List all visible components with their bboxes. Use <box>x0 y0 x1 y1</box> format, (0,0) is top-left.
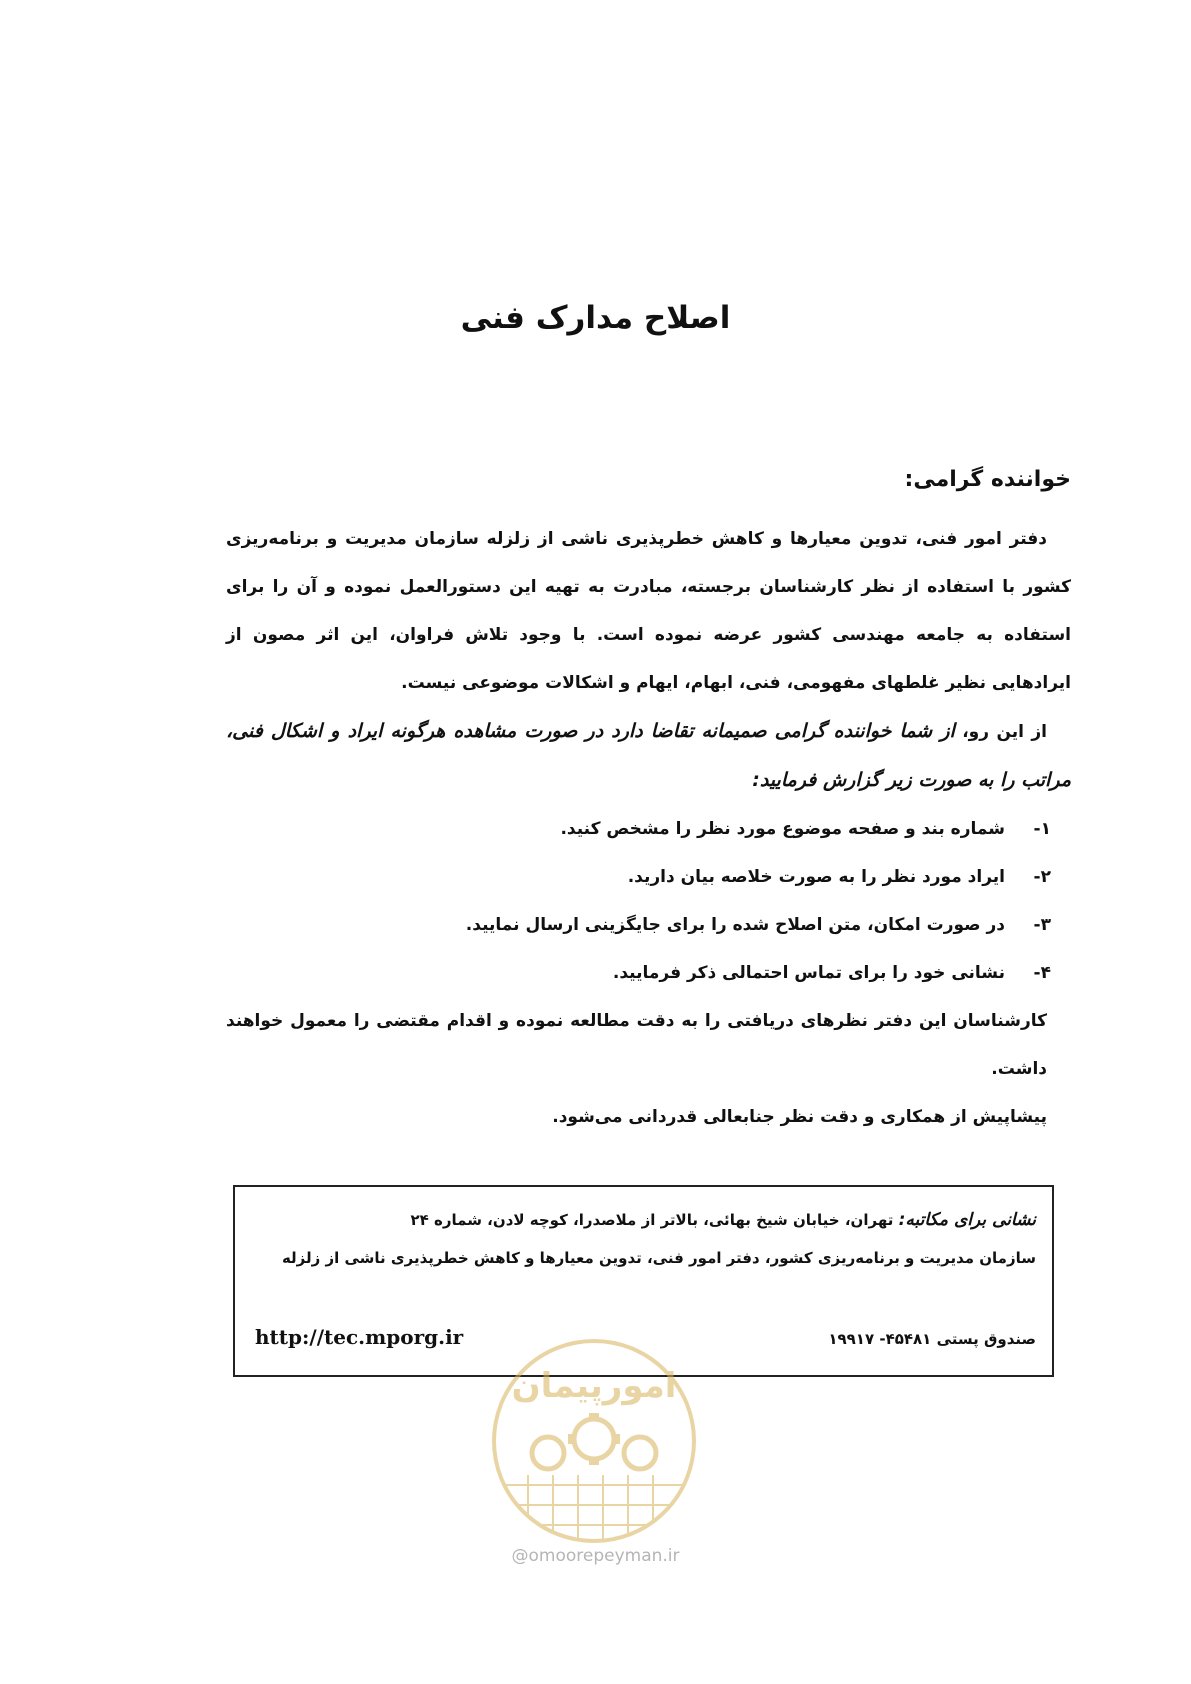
thanks-note: پیشاپیش از همکاری و دقت نظر جنابعالی قدردانی می‌شود. <box>552 1107 1047 1127</box>
closing-note: کارشناسان این دفتر نظرهای دریافتی را به دقت مطالعه نموده و اقدام مقتضی را معمول خواهند داشت. <box>226 1011 1047 1079</box>
intro-paragraph: دفتر امور فنی، تدوین معیارها و کاهش خطرپذیری ناشی از زلزله سازمان مدیریت و برنامه‌ریزی کشور با استفاده از نظر کارشناسان برجسته، مبادرت به تهیه این دستورالعمل نموده و آن را برای استفاده به جامعه مهندسی کشور عرضه نموده است. با وجود تلاش فراوان، این اثر مصون از ایرادهایی نظیر غلطهای مفهومی، فنی، ابهام، ایهام و اشکالات موضوعی نیست. <box>226 529 1071 693</box>
request-lead: از این رو، <box>962 722 1047 742</box>
list-item-text: ایراد مورد نظر را به صورت خلاصه بیان دارید. <box>627 867 1005 887</box>
watermark-grid <box>488 1475 700 1547</box>
address-line <box>251 1201 1036 1239</box>
page-title: اصلاح مدارک فنی <box>460 300 731 336</box>
list-item-number: ۲- <box>1033 867 1051 887</box>
gear-teeth-icon <box>568 1413 620 1465</box>
list-item-number: ۱- <box>1033 819 1051 839</box>
request-paragraph <box>226 707 1071 805</box>
website-link[interactable]: http://tec.mporg.ir <box>255 1325 464 1349</box>
body-content <box>226 455 1071 1141</box>
list-item-text: شماره بند و صفحه موضوع مورد نظر را مشخص کنید. <box>560 819 1005 839</box>
request-emphasis: از شما خواننده گرامی صمیمانه تقاضا دارد در صورت مشاهده هرگونه ایراد و اشکال فنی، مراتب را به صورت زیر گزارش فرمایید: <box>226 720 1071 791</box>
organization-line: سازمان مدیریت و برنامه‌ریزی کشور، دفتر امور فنی، تدوین معیارها و کاهش خطرپذیری ناشی از زلزله <box>281 1249 1036 1267</box>
list-item-number: ۴- <box>1033 963 1051 983</box>
list-item-number: ۳- <box>1033 915 1051 935</box>
list-item <box>226 805 1051 853</box>
list-item <box>226 949 1051 997</box>
salutation: خواننده گرامی: <box>904 467 1071 492</box>
list-item-text: نشانی خود را برای تماس احتمالی ذکر فرمایید. <box>612 963 1005 983</box>
instruction-list <box>226 805 1071 997</box>
list-item-text: در صورت امکان، متن اصلاح شده را برای جایگزینی ارسال نمایید. <box>465 915 1005 935</box>
list-item <box>226 901 1051 949</box>
address-label: نشانی برای مکاتبه: <box>898 1210 1036 1230</box>
watermark-logo-text: امورپیمان <box>511 1366 677 1406</box>
po-box: صندوق پستی ۴۵۴۸۱- ۱۹۹۱۷ <box>828 1330 1036 1348</box>
list-item <box>226 853 1051 901</box>
address-text: تهران، خیابان شیخ بهائی، بالاتر از ملاصدرا، کوچه لادن، شماره ۲۴ <box>410 1211 894 1229</box>
watermark-caption: @omoorepeyman.ir <box>511 1546 680 1566</box>
watermark-logo <box>488 1335 700 1547</box>
